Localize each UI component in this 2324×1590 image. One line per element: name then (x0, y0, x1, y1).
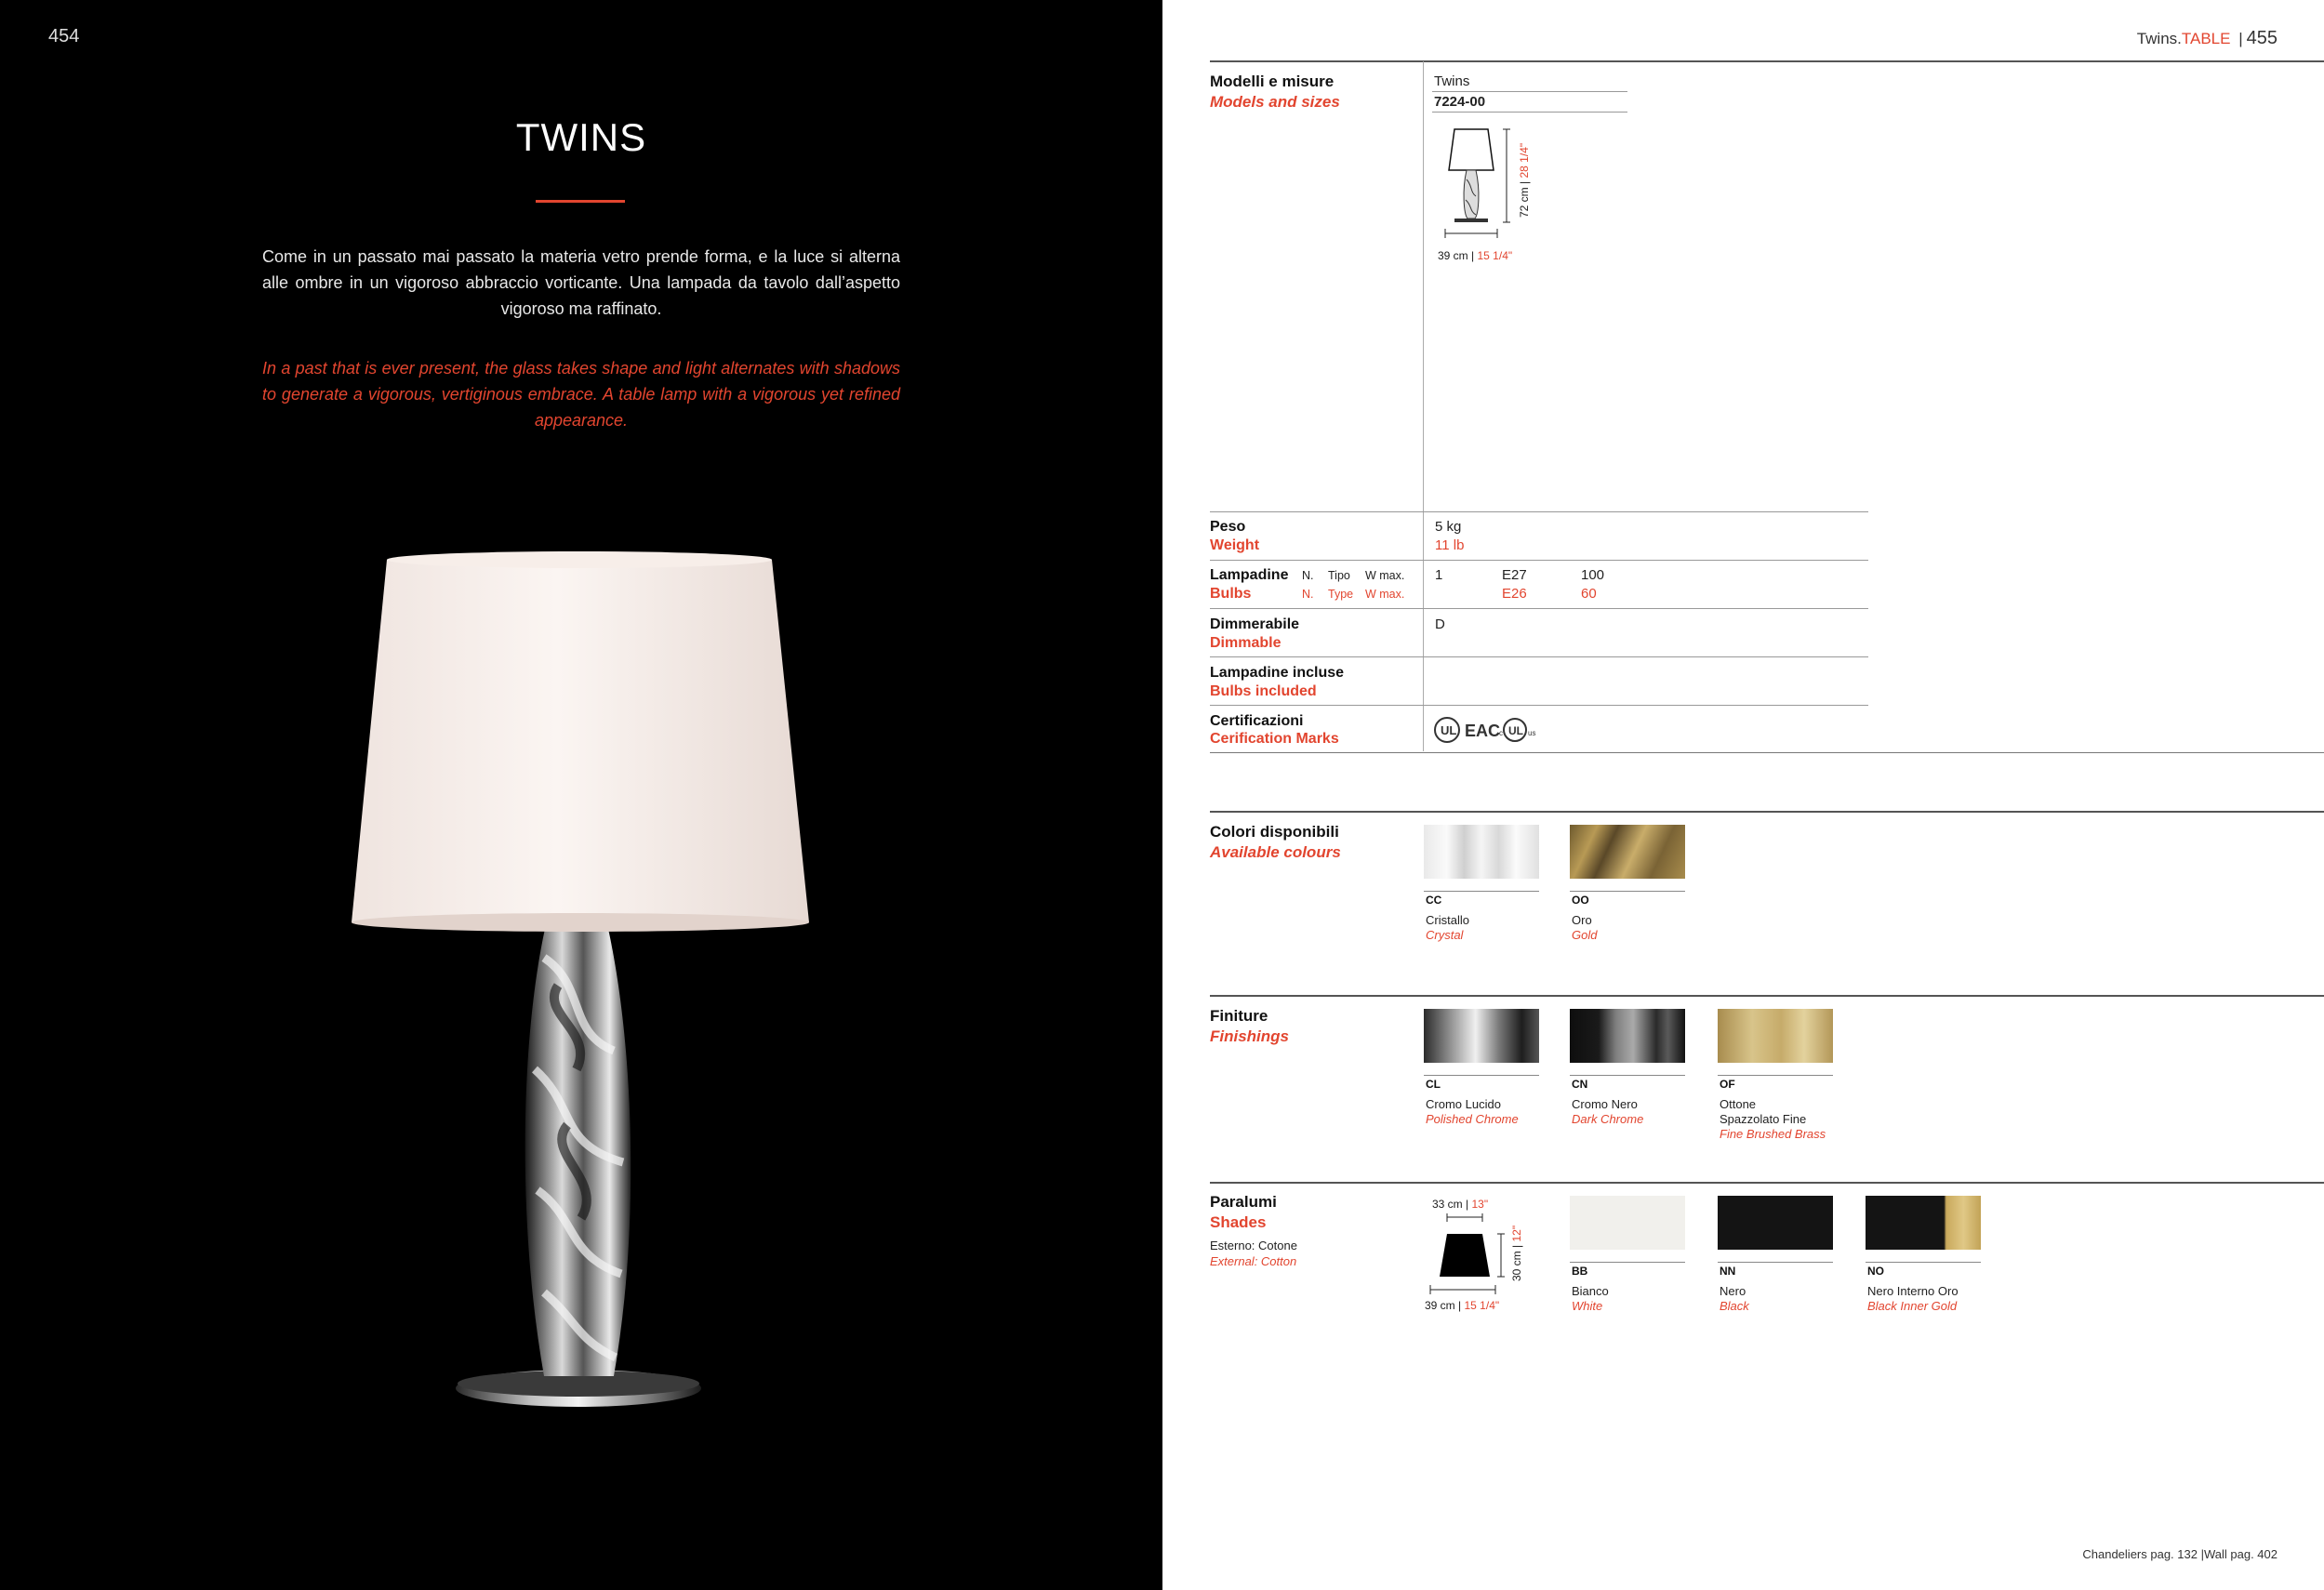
finish-name-cn-it: Cromo Nero (1572, 1097, 1638, 1111)
spec-rule-5 (1210, 705, 1868, 706)
bulbs-n: 1 (1435, 567, 1443, 583)
swatch-cristallo (1424, 825, 1539, 879)
swatch-ottone (1718, 1009, 1833, 1063)
bulbs-included-label-en: Bulbs included (1210, 683, 1317, 699)
bulbs-col-type-it: Tipo (1328, 569, 1350, 582)
swatch-oro (1570, 825, 1685, 879)
model-name-rule (1432, 91, 1627, 92)
shade-top-dim: 33 cm | 13" (1432, 1198, 1489, 1211)
product-title: TWINS (515, 115, 647, 159)
cert-label-it: Certificazioni (1210, 713, 1304, 729)
title-underline (536, 200, 625, 203)
certification-marks-icon (1434, 715, 1546, 745)
colour-code-cc: CC (1426, 894, 1442, 907)
shade-name-nn-it: Nero (1720, 1284, 1746, 1298)
swatch-of-rule (1718, 1075, 1833, 1076)
shade-name-bb-en: White (1572, 1299, 1603, 1313)
swatch-no-rule (1866, 1262, 1981, 1263)
colours-rule (1210, 811, 2324, 813)
svg-text:UL: UL (1508, 724, 1523, 737)
spec-rule-bottom (1210, 752, 2324, 753)
shade-name-bb-it: Bianco (1572, 1284, 1609, 1298)
spec-rule-3 (1210, 608, 1868, 609)
footer-separator: | (2200, 1547, 2204, 1561)
cert-label-en: Cerification Marks (1210, 731, 1339, 747)
finish-code-cl: CL (1426, 1078, 1441, 1091)
colour-name-cc-en: Crystal (1426, 928, 1464, 942)
swatch-nero-interno-oro (1866, 1196, 1981, 1250)
finishings-label-it: Finiture (1210, 1007, 1268, 1025)
right-page (1162, 0, 2324, 1590)
page-number-left: 454 (48, 26, 80, 46)
intro-italian: Come in un passato mai passato la materia vetro prende forma, e la luce si alterna alle ombre in un vigoroso abbraccio vorticante. Una lampada da tavolo dall’aspetto vigoroso ma raffinato. (262, 247, 900, 318)
shade-code-bb: BB (1572, 1265, 1588, 1278)
shade-bottom-dim: 39 cm | 15 1/4" (1425, 1299, 1500, 1312)
swatch-nn-rule (1718, 1262, 1833, 1263)
footer-chandeliers-ref: Chandeliers pag. 132 (2082, 1547, 2198, 1561)
weight-value-kg: 5 kg (1435, 519, 1462, 535)
swatch-nero (1718, 1196, 1833, 1250)
models-label-it: Modelli e misure (1210, 73, 1335, 90)
colour-name-oo-en: Gold (1572, 928, 1598, 942)
svg-text:c: c (1499, 729, 1503, 737)
finishings-label-en: Finishings (1210, 1027, 1289, 1045)
bulbs-col-n-it: N. (1302, 569, 1314, 582)
shades-material-en: External: Cotton (1210, 1254, 1297, 1268)
bulbs-w-eu: 100 (1581, 567, 1605, 583)
weight-label-it: Peso (1210, 519, 1246, 535)
colour-name-cc-it: Cristallo (1426, 913, 1469, 927)
shades-rule (1210, 1182, 2324, 1184)
weight-label-en: Weight (1210, 537, 1260, 553)
shades-material-it: Esterno: Cotone (1210, 1239, 1297, 1252)
spec-rule-1 (1210, 511, 1868, 512)
swatch-cn-rule (1570, 1075, 1685, 1076)
header-separator: | (2238, 30, 2243, 47)
dimmable-label-en: Dimmable (1210, 635, 1282, 651)
swatch-oo-rule (1570, 891, 1685, 892)
colour-name-oo-it: Oro (1572, 913, 1592, 927)
bulbs-label-en: Bulbs (1210, 586, 1252, 602)
finish-name-of-it-1: Ottone (1720, 1097, 1757, 1111)
swatch-cromo-lucido (1424, 1009, 1539, 1063)
dimmable-value: D (1435, 616, 1445, 632)
bulbs-col-n-en: N. (1302, 588, 1314, 601)
intro-english: In a past that is ever present, the glass takes shape and light alternates with shadows to generate a vigorous, vertiginous embrace. A table lamp with a vigorous yet refined appearance. (262, 359, 900, 430)
bulbs-type-eu: E27 (1502, 567, 1527, 583)
finish-name-cn-en: Dark Chrome (1572, 1112, 1644, 1126)
shade-code-nn: NN (1720, 1265, 1736, 1278)
model-height-dim: 72 cm | 28 1/4" (1518, 142, 1531, 218)
shade-name-nn-en: Black (1720, 1299, 1749, 1313)
bulbs-included-label-it: Lampadine incluse (1210, 665, 1345, 681)
svg-text:UL: UL (1441, 723, 1457, 737)
lamp-diagram-icon (1441, 126, 1525, 246)
shade-height-dim: 30 cm | 12" (1510, 1225, 1523, 1281)
bulbs-w-us: 60 (1581, 586, 1597, 602)
swatch-cc-rule (1424, 891, 1539, 892)
finish-name-of-it-2: Spazzolato Fine (1720, 1112, 1807, 1126)
finish-name-cl-it: Cromo Lucido (1426, 1097, 1501, 1111)
lamp-photo (344, 549, 828, 1413)
bulbs-label-it: Lampadine (1210, 567, 1289, 583)
page-header (2137, 28, 2278, 49)
swatch-bianco (1570, 1196, 1685, 1250)
shade-name-no-en: Black Inner Gold (1867, 1299, 1958, 1313)
finishings-rule (1210, 995, 2324, 997)
finish-code-cn: CN (1572, 1078, 1588, 1091)
swatch-cl-rule (1424, 1075, 1539, 1076)
model-name: Twins (1434, 73, 1470, 89)
swatch-bb-rule (1570, 1262, 1685, 1263)
shade-code-no: NO (1867, 1265, 1884, 1278)
models-label-en: Models and sizes (1210, 93, 1340, 111)
svg-text:EAC: EAC (1465, 722, 1501, 740)
bulbs-col-type-en: Type (1328, 588, 1354, 601)
shades-label-en: Shades (1210, 1213, 1267, 1231)
page-number-right: 455 (2246, 28, 2278, 48)
shade-diagram-icon (1425, 1213, 1518, 1297)
model-code-rule (1432, 112, 1627, 113)
top-rule (1210, 60, 2324, 62)
finish-name-cl-en: Polished Chrome (1426, 1112, 1519, 1126)
spec-rule-4 (1210, 656, 1868, 657)
colour-code-oo: OO (1572, 894, 1589, 907)
swatch-cromo-nero (1570, 1009, 1685, 1063)
model-code: 7224-00 (1434, 94, 1486, 110)
spec-rule-2 (1210, 560, 1868, 561)
footer-cross-reference (2082, 1547, 2278, 1561)
bulbs-type-us: E26 (1502, 586, 1527, 602)
svg-text:us: us (1528, 729, 1536, 737)
bulbs-col-w-it: W max. (1365, 569, 1405, 582)
column-divider (1423, 61, 1424, 751)
model-width-dim: 39 cm | 15 1/4" (1438, 249, 1513, 262)
bulbs-col-w-en: W max. (1365, 588, 1405, 601)
weight-value-lb: 11 lb (1435, 537, 1465, 553)
shade-name-no-it: Nero Interno Oro (1867, 1284, 1959, 1298)
finish-name-of-en: Fine Brushed Brass (1720, 1127, 1826, 1141)
shades-label-it: Paralumi (1210, 1193, 1277, 1211)
footer-wall-ref: Wall pag. 402 (2203, 1547, 2278, 1561)
dimmable-label-it: Dimmerabile (1210, 616, 1300, 632)
header-product: Twins. (2136, 30, 2182, 47)
finish-code-of: OF (1720, 1078, 1735, 1091)
header-category: TABLE (2181, 30, 2231, 47)
colours-label-it: Colori disponibili (1210, 823, 1339, 841)
colours-label-en: Available colours (1210, 843, 1341, 861)
